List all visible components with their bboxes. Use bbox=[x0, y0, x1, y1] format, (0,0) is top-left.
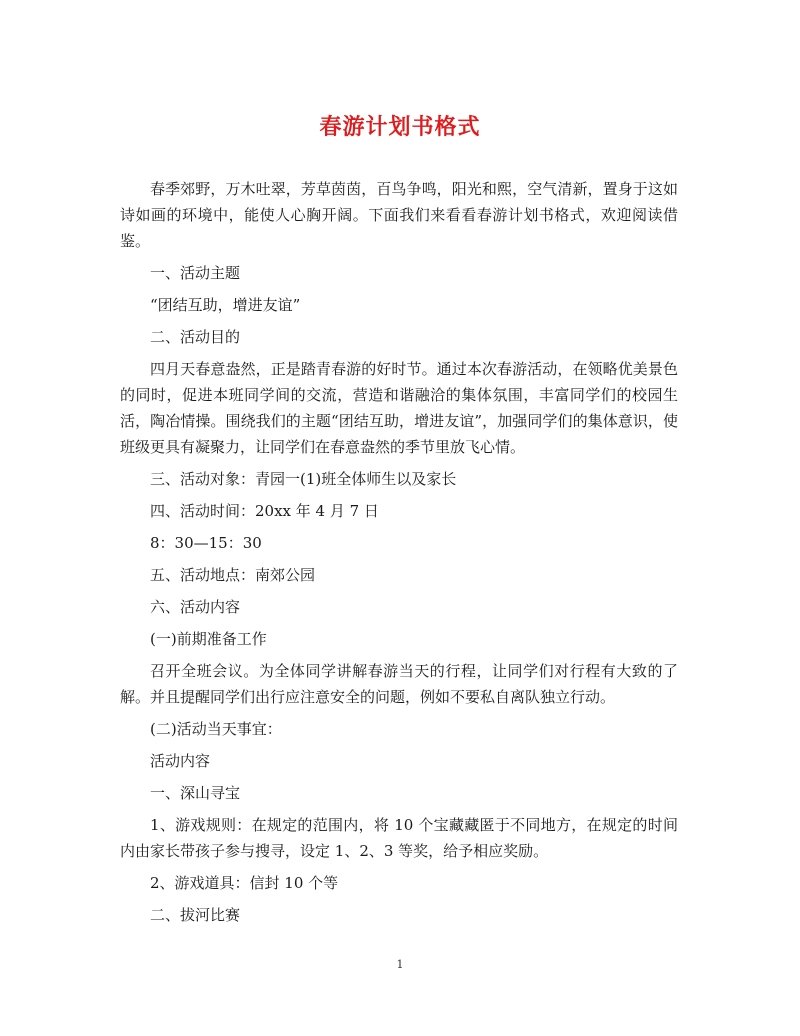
activity-treasure-hunt: 一、深山寻宝 bbox=[150, 784, 241, 802]
section-location: 五、活动地点：南郊公园 bbox=[150, 566, 316, 584]
section-heading-content: 六、活动内容 bbox=[150, 598, 241, 616]
subsection-day-matters: (二)活动当天事宜： bbox=[150, 720, 282, 738]
section-date: 四、活动时间：20xx 年 4 月 7 日 bbox=[150, 502, 379, 520]
section-heading-purpose: 二、活动目的 bbox=[150, 328, 241, 346]
document-title: 春游计划书格式 bbox=[319, 114, 481, 140]
section-participants: 三、活动对象：青园一(1)班全体师生以及家长 bbox=[150, 470, 457, 488]
theme-text: “团结互助，增进友谊” bbox=[150, 296, 301, 314]
subsection-preparation: (一)前期准备工作 bbox=[150, 630, 267, 648]
treasure-hunt-rules: 1、游戏规则：在规定的范围内，将 10 个宝藏藏匿于不同地方，在规定的时间内由家长带孩子参与搜寻，设定 1、2、3 等奖，给予相应奖励。 bbox=[120, 816, 678, 860]
page-number: 1 bbox=[396, 958, 404, 971]
treasure-hunt-props: 2、游戏道具：信封 10 个等 bbox=[150, 874, 339, 892]
document-body bbox=[120, 176, 678, 934]
intro-paragraph: 春季郊野，万木吐翠，芳草茵茵，百鸟争鸣，阳光和熙，空气清新，置身于这如诗如画的环境中，能使人心胸开阔。下面我们来看看春游计划书格式，欢迎阅读借鉴。 bbox=[120, 180, 678, 250]
purpose-paragraph: 四月天春意盎然，正是踏青春游的好时节。通过本次春游活动，在领略优美景色的同时，促进本班同学间的交流，营造和谐融洽的集体氛围，丰富同学们的校园生活，陶冶情操。围绕我们的主题“团结互助，增进友谊”，加强同学们的集体意识，使班级更具有凝聚力，让同学们在春意盎然的季节里放飞心情。 bbox=[120, 360, 678, 456]
preparation-paragraph: 召开全班会议。为全体同学讲解春游当天的行程，让同学们对行程有大致的了解。并且提醒同学们出行应注意安全的问题，例如不要私自离队独立行动。 bbox=[120, 662, 678, 706]
section-time: 8：30—15：30 bbox=[150, 534, 262, 552]
activity-content-label: 活动内容 bbox=[150, 752, 211, 770]
section-heading-theme: 一、活动主题 bbox=[150, 264, 241, 282]
activity-tug-of-war: 二、拔河比赛 bbox=[150, 906, 241, 924]
